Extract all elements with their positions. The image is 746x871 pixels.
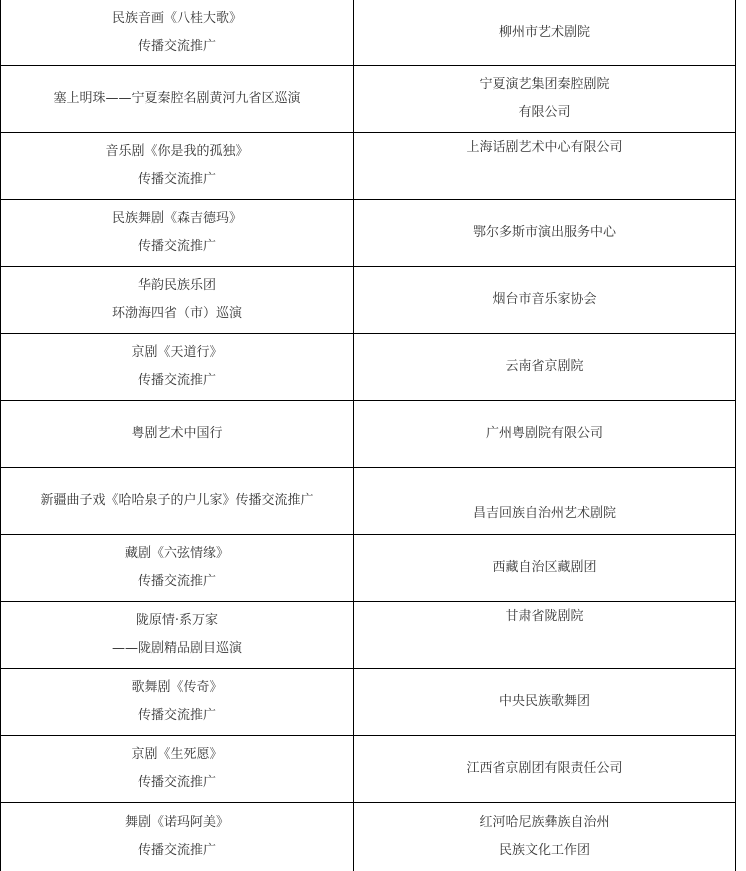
- table-row: [1, 669, 735, 736]
- project-line: ——陇剧精品剧目巡演: [111, 641, 242, 656]
- unit-cell: [354, 602, 735, 668]
- table-row: [1, 66, 735, 133]
- project-line: 传播交流推广: [137, 775, 216, 790]
- unit-cell: [354, 267, 735, 333]
- project-cell: [1, 200, 354, 266]
- unit-line: 中央民族歌舞团: [498, 694, 590, 709]
- table-row: [1, 267, 735, 334]
- project-cell: [1, 133, 354, 199]
- project-line: 民族音画《八桂大歌》: [111, 10, 242, 26]
- table-row: [1, 468, 735, 535]
- unit-cell: [354, 468, 735, 534]
- project-cell: [1, 468, 354, 534]
- table-row: [1, 200, 735, 267]
- project-line: 传播交流推广: [137, 38, 216, 54]
- unit-cell: [354, 736, 735, 802]
- project-line: 传播交流推广: [137, 239, 216, 254]
- unit-cell: [354, 401, 735, 467]
- project-cell: [1, 0, 354, 65]
- project-cell: [1, 267, 354, 333]
- project-cell: [1, 803, 354, 871]
- project-cell: [1, 602, 354, 668]
- project-cell: [1, 669, 354, 735]
- table-row: [1, 803, 735, 871]
- project-line: 塞上明珠——宁夏秦腔名剧黄河九省区巡演: [53, 91, 301, 106]
- unit-cell: [354, 0, 735, 65]
- unit-line: 烟台市音乐家协会: [492, 292, 597, 307]
- unit-line: 江西省京剧团有限责任公司: [466, 761, 623, 776]
- unit-cell: [354, 334, 735, 400]
- project-line: 华韵民族乐团: [137, 278, 216, 293]
- project-line: 传播交流推广: [137, 708, 216, 723]
- unit-line: 云南省京剧院: [505, 359, 584, 374]
- project-line: 环渤海四省（市）巡演: [111, 306, 242, 321]
- unit-line: 西藏自治区藏剧团: [492, 560, 597, 575]
- table-row: [1, 401, 735, 468]
- unit-line: 有限公司: [518, 105, 571, 120]
- unit-cell: [354, 669, 735, 735]
- project-line: 京剧《天道行》: [131, 345, 223, 360]
- project-line: 新疆曲子戏《哈哈泉子的户儿家》传播交流推广: [40, 493, 314, 508]
- unit-cell: [354, 200, 735, 266]
- project-line: 陇原情·系万家: [135, 613, 219, 628]
- project-line: 传播交流推广: [137, 172, 216, 187]
- unit-cell: [354, 535, 735, 601]
- unit-cell: [354, 133, 735, 199]
- project-cell: [1, 334, 354, 400]
- project-line: 藏剧《六弦情缘》: [124, 546, 229, 561]
- table-row: [1, 133, 735, 200]
- project-line: 传播交流推广: [137, 843, 216, 858]
- project-cell: [1, 66, 354, 132]
- project-cell: [1, 401, 354, 467]
- unit-line: 广州粤剧院有限公司: [485, 426, 603, 441]
- project-cell: [1, 535, 354, 601]
- unit-line: 宁夏演艺集团秦腔剧院: [479, 77, 610, 92]
- unit-line: 民族文化工作团: [498, 843, 590, 858]
- table-row: [1, 334, 735, 401]
- table-row: [1, 0, 735, 66]
- unit-line: 柳州市艺术剧院: [498, 24, 590, 40]
- unit-line: 红河哈尼族彝族自治州: [479, 815, 610, 830]
- unit-cell: [354, 803, 735, 871]
- project-cell: [1, 736, 354, 802]
- unit-line: 鄂尔多斯市演出服务中心: [472, 225, 616, 240]
- project-line: 粤剧艺术中国行: [131, 426, 223, 441]
- project-line: 音乐剧《你是我的孤独》: [105, 144, 249, 159]
- unit-line: 上海话剧艺术中心有限公司: [466, 140, 623, 155]
- project-line: 民族舞剧《森吉德玛》: [111, 211, 242, 226]
- table-row: [1, 736, 735, 803]
- table-row: [1, 602, 735, 669]
- project-line: 歌舞剧《传奇》: [131, 680, 223, 695]
- unit-line: 甘肃省陇剧院: [505, 609, 584, 624]
- project-line: 传播交流推广: [137, 373, 216, 388]
- project-line: 舞剧《诺玛阿美》: [124, 815, 229, 830]
- project-line: 传播交流推广: [137, 574, 216, 589]
- table-row: [1, 535, 735, 602]
- unit-line: 昌吉回族自治州艺术剧院: [472, 506, 616, 521]
- unit-cell: [354, 66, 735, 132]
- project-line: 京剧《生死愿》: [131, 747, 223, 762]
